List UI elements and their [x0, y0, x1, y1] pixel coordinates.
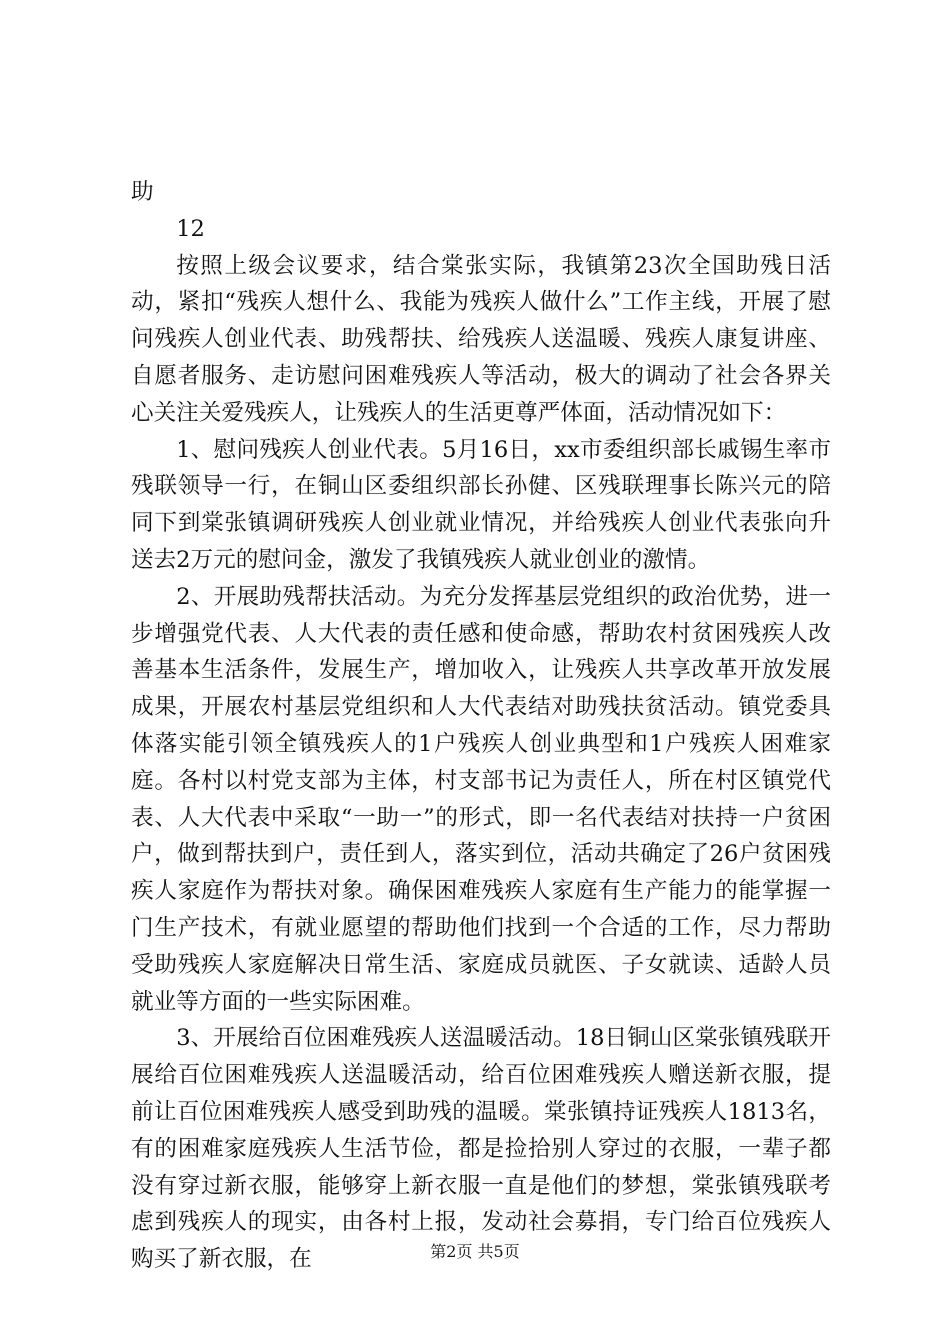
- document-body: [131, 174, 831, 1278]
- paragraph-item-1: 1、慰问残疾人创业代表。5月16日，xx市委组织部长戚锡生率市残联领导一行，在铜山区委组织部长孙健、区残联理事长陈兴元的陪同下到棠张镇调研残疾人创业就业情况，并给残疾人创业代表张向升送去2万元的慰问金，激发了我镇残疾人就业创业的激情。: [131, 436, 831, 573]
- paragraph-intro: 按照上级会议要求，结合棠张实际，我镇第23次全国助残日活动，紧扣“残疾人想什么、我能为残疾人做什么”工作主线，开展了慰问残疾人创业代表、助残帮扶、给残疾人送温暖、残疾人康复讲座、自愿者服务、走访慰问困难残疾人等活动，极大的调动了社会各界关心关注关爱残疾人，让残疾人的生活更尊严体面，活动情况如下：: [131, 252, 831, 426]
- paragraph-item-2: 2、开展助残帮扶活动。为充分发挥基层党组织的政治优势，进一步增强党代表、人大代表的责任感和使命感，帮助农村贫困残疾人改善基本生活条件，发展生产，增加收入，让残疾人共享改革开放发展成果，开展农村基层党组织和人大代表结对助残扶贫活动。镇党委具体落实能引领全镇残疾人的1户残疾人创业典型和1户残疾人困难家庭。各村以村党支部为主体，村支部书记为责任人，所在村区镇党代表、人大代表中采取“一助一”的形式，即一名代表结对扶持一户贫困户，做到帮扶到户，责任到人，落实到位，活动共确定了26户贫困残疾人家庭作为帮扶对象。确保困难残疾人家庭有生产能力的能掌握一门生产技术，有就业愿望的帮助他们找到一个合适的工作，尽力帮助受助残疾人家庭解决日常生活、家庭成员就医、子女就读、适龄人员就业等方面的一些实际困难。: [131, 583, 831, 1015]
- page-indicator: 第2页 共5页: [430, 1242, 520, 1261]
- page-footer: [0, 1242, 950, 1262]
- lead-line: 助: [131, 179, 154, 205]
- paragraph-item-3: 3、开展给百位困难残疾人送温暖活动。18日铜山区棠张镇残联开展给百位困难残疾人送温暖活动，给百位困难残疾人赠送新衣服，提前让百位困难残疾人感受到助残的温暖。棠张镇持证残疾人1813名，有的困难家庭残疾人生活节俭，都是捡拾别人穿过的衣服，一辈子都没有穿过新衣服，能够穿上新衣服一直是他们的梦想，棠张镇残联考虑到残疾人的现实，由各村上报，发动社会募捐，专门给百位残疾人购买了新衣服，在: [131, 1025, 831, 1273]
- number-line: 12: [176, 215, 205, 242]
